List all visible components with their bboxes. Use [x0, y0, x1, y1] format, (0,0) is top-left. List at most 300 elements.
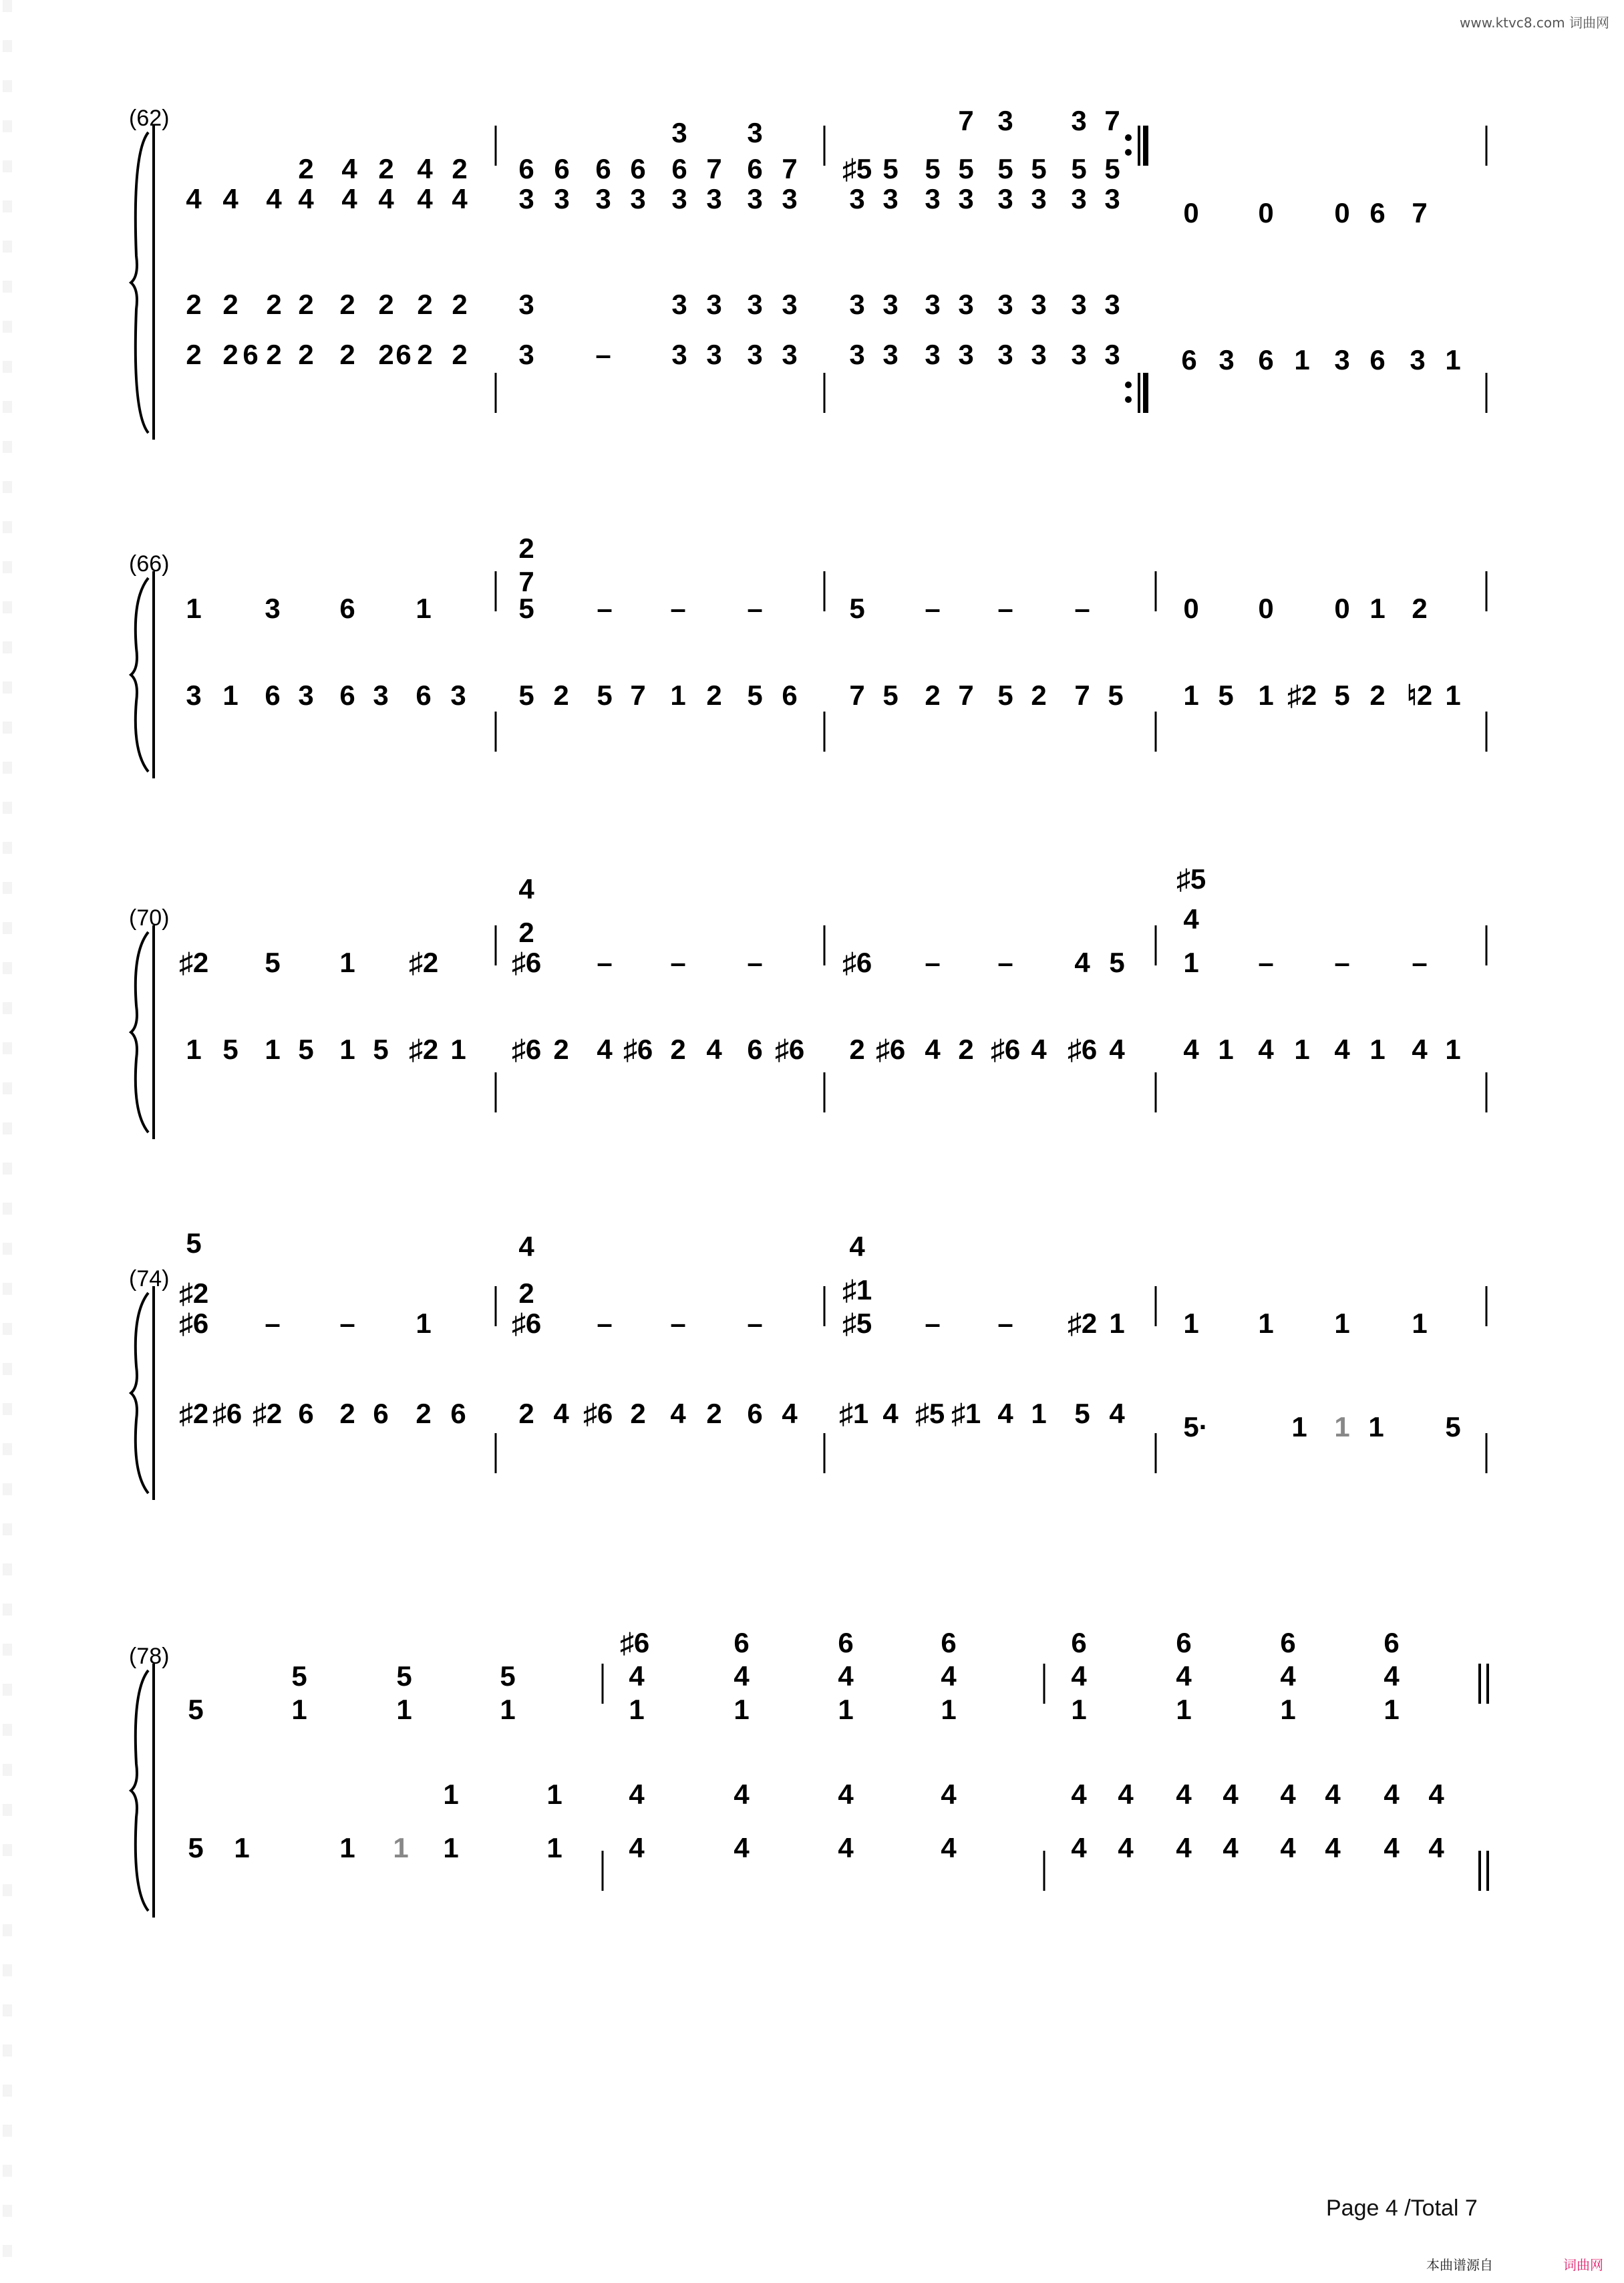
treble-note: 3: [997, 105, 1013, 136]
treble-note: 0: [1334, 197, 1350, 229]
treble-note: 0: [1183, 197, 1199, 229]
bass-note: 5: [597, 679, 613, 711]
treble-note: 6: [941, 1627, 957, 1658]
treble-note: 1: [1369, 593, 1386, 624]
bass-note: 4: [1280, 1779, 1296, 1810]
treble-note: 7: [706, 153, 722, 184]
bass-note: 2: [1369, 679, 1386, 711]
treble-note: 4: [266, 183, 282, 214]
bass-note: 3: [518, 289, 534, 320]
bass-note: 4: [1428, 1779, 1444, 1810]
bass-note: 4: [1412, 1034, 1428, 1065]
bass-note: 4: [1325, 1779, 1341, 1810]
bass-note: 6: [782, 679, 798, 711]
bass-note: 5: [298, 1034, 314, 1065]
bass-note: 5: [373, 1034, 389, 1065]
bass-note: ♮2: [1406, 679, 1433, 711]
bass-note: 5: [188, 1832, 204, 1863]
bass-note: 5: [747, 679, 763, 711]
treble-note: –: [597, 593, 613, 624]
treble-note: ♯6: [842, 947, 872, 978]
bass-note: 4: [734, 1779, 750, 1810]
bass-note: 1: [443, 1779, 459, 1810]
treble-note: ♯2: [178, 1277, 209, 1309]
treble-note: 1: [339, 947, 355, 978]
treble-note: 1: [416, 1308, 432, 1339]
treble-note: 1: [734, 1694, 750, 1725]
bass-note: ♯1: [838, 1398, 869, 1429]
bass-note: 2: [339, 289, 355, 320]
treble-note: 0: [1258, 593, 1274, 624]
bass-note: 1: [339, 1832, 355, 1863]
bass-note: 2: [706, 679, 722, 711]
measure-number: (78): [129, 1644, 170, 1669]
site-url[interactable]: www.ktvc8.com 词曲网: [1459, 15, 1609, 31]
bass-note: 2: [186, 339, 202, 370]
treble-note: 5: [925, 153, 941, 184]
treble-note: 4: [838, 1660, 854, 1692]
bass-note: –: [595, 339, 611, 370]
bass-note: 6: [747, 1398, 763, 1429]
bass-note: 1: [265, 1034, 281, 1065]
treble-note: –: [670, 1308, 686, 1339]
bass-note: 2: [222, 289, 238, 320]
treble-note: 3: [997, 183, 1013, 214]
bass-note: 6: [1181, 344, 1197, 375]
bass-note: 1: [186, 1034, 202, 1065]
bass-note: 7: [849, 679, 865, 711]
bass-note: 2: [222, 339, 238, 370]
bass-note: 2: [298, 339, 314, 370]
treble-note: 6: [838, 1627, 854, 1658]
treble-note: 0: [1183, 593, 1199, 624]
treble-note: –: [1412, 947, 1428, 978]
bass-note: 1: [339, 1034, 355, 1065]
treble-note: –: [597, 947, 613, 978]
bass-note: ♯6: [1067, 1034, 1098, 1065]
bass-note: 4: [838, 1832, 854, 1863]
treble-note: 6: [734, 1627, 750, 1658]
bass-note: 2: [925, 679, 941, 711]
bass-note: 2: [630, 1398, 646, 1429]
treble-note: 6: [1071, 1627, 1087, 1658]
treble-note: ♯6: [178, 1308, 209, 1339]
bass-note: 4: [941, 1779, 957, 1810]
bass-note: 6: [1369, 344, 1386, 375]
bass-note: 5: [997, 679, 1013, 711]
bass-note: 3: [1031, 339, 1047, 370]
treble-note: 2: [298, 153, 314, 184]
repeat-dot: [1125, 134, 1132, 141]
bass-note: 7: [630, 679, 646, 711]
treble-note: 7: [1412, 197, 1428, 229]
bass-note: 6: [1258, 344, 1274, 375]
bass-note: 3: [782, 339, 798, 370]
bass-note: 4: [734, 1832, 750, 1863]
treble-note: 3: [849, 183, 865, 214]
measure-number: (74): [129, 1266, 170, 1291]
bass-note: 1: [1445, 679, 1461, 711]
bass-note: 3: [1104, 289, 1120, 320]
treble-note: 4: [941, 1660, 957, 1692]
treble-note: ♯5: [1176, 863, 1206, 895]
bass-note: ♯6: [212, 1398, 242, 1429]
treble-note: 3: [882, 183, 899, 214]
bass-note: 6: [416, 679, 432, 711]
bass-note: 3: [186, 679, 202, 711]
bass-note: 6: [395, 339, 412, 370]
bass-note: 3: [1334, 344, 1350, 375]
treble-note: –: [597, 1308, 613, 1339]
treble-note: 2: [452, 153, 468, 184]
treble-note: –: [1258, 947, 1274, 978]
bass-note: 4: [1258, 1034, 1274, 1065]
bass-note: 1: [1294, 1034, 1310, 1065]
bass-note: ♯2: [252, 1398, 283, 1429]
bass-note: 3: [298, 679, 314, 711]
treble-note: 5: [849, 593, 865, 624]
bass-note: 6: [298, 1398, 314, 1429]
bass-note: 1: [1258, 679, 1274, 711]
bass-note: 4: [706, 1034, 722, 1065]
treble-note: 4: [1183, 903, 1199, 935]
treble-note: 3: [630, 183, 646, 214]
bass-note: 4: [629, 1832, 645, 1863]
bass-note: 4: [1176, 1779, 1192, 1810]
treble-note: 5: [882, 153, 899, 184]
bass-note: 3: [958, 289, 974, 320]
bass-note: 2: [417, 339, 433, 370]
treble-note: 4: [1176, 1660, 1192, 1692]
bass-note: 1: [546, 1779, 562, 1810]
bass-note: 3: [747, 339, 763, 370]
treble-note: 5: [997, 153, 1013, 184]
treble-note: 4: [222, 183, 238, 214]
bass-note: 3: [671, 339, 687, 370]
treble-note: ♯1: [842, 1274, 872, 1306]
bass-note: 4: [1384, 1832, 1400, 1863]
system-brace: [131, 932, 148, 1132]
source-label: 本曲谱源自: [1426, 2257, 1493, 2273]
bass-note: ♯6: [511, 1034, 542, 1065]
bass-note: 2: [416, 1398, 432, 1429]
bass-note: ♯2: [178, 1398, 209, 1429]
treble-note: 3: [265, 593, 281, 624]
treble-note: –: [747, 593, 763, 624]
treble-note: 4: [1384, 1660, 1400, 1692]
bass-note: 3: [882, 289, 899, 320]
treble-note: 6: [554, 153, 570, 184]
bass-note: 3: [1219, 344, 1235, 375]
system-brace: [131, 132, 148, 433]
treble-note: –: [747, 947, 763, 978]
bass-note: 2: [553, 1034, 569, 1065]
bass-note: 6: [265, 679, 281, 711]
treble-note: 3: [782, 183, 798, 214]
treble-note: 1: [1280, 1694, 1296, 1725]
bass-note: 1: [234, 1832, 250, 1863]
bass-note: 2: [339, 1398, 355, 1429]
bass-note: 2: [706, 1398, 722, 1429]
bass-note: 4: [1118, 1779, 1134, 1810]
bass-note: 2: [849, 1034, 865, 1065]
treble-note: 5: [1104, 153, 1120, 184]
treble-note: –: [997, 1308, 1013, 1339]
treble-note: –: [747, 1308, 763, 1339]
treble-note: 4: [734, 1660, 750, 1692]
bass-note: 5: [222, 1034, 238, 1065]
bass-note: 3: [706, 289, 722, 320]
treble-note: 2: [518, 1277, 534, 1309]
bass-note: 3: [849, 289, 865, 320]
treble-note: 2: [518, 532, 534, 564]
bass-note: 3: [706, 339, 722, 370]
treble-note: ♯2: [1067, 1308, 1098, 1339]
bass-note: 1: [1369, 1034, 1386, 1065]
bass-note: 3: [882, 339, 899, 370]
treble-note: 4: [1071, 1660, 1087, 1692]
bass-note: 4: [553, 1398, 569, 1429]
treble-note: 7: [1104, 105, 1120, 136]
treble-note: 5: [1109, 947, 1125, 978]
bass-note: 2: [553, 679, 569, 711]
treble-note: 4: [341, 153, 357, 184]
measure-number: (70): [129, 905, 170, 931]
bass-note: 5·: [1183, 1411, 1208, 1442]
bass-note: 7: [958, 679, 974, 711]
bass-note: 1: [1183, 679, 1199, 711]
bass-note: ♯6: [875, 1034, 906, 1065]
treble-note: 5: [265, 947, 281, 978]
treble-note: 1: [396, 1694, 412, 1725]
treble-note: 5: [186, 1227, 202, 1259]
bass-note: 3: [450, 679, 466, 711]
bass-note: ♯6: [623, 1034, 653, 1065]
bass-note: 4: [1223, 1832, 1239, 1863]
treble-note: 4: [518, 1231, 534, 1262]
repeat-dot: [1125, 382, 1132, 388]
bass-note: 3: [997, 289, 1013, 320]
bass-note: 4: [1031, 1034, 1047, 1065]
treble-note: ♯6: [511, 1308, 542, 1339]
treble-note: 6: [518, 153, 534, 184]
treble-note: 5: [1071, 153, 1087, 184]
treble-note: 5: [518, 593, 534, 624]
bass-note: 5: [1218, 679, 1234, 711]
bass-note: 2: [1031, 679, 1047, 711]
treble-note: –: [925, 593, 941, 624]
measure-number: (66): [129, 551, 170, 577]
bass-note: 3: [373, 679, 389, 711]
bass-note: 4: [1334, 1034, 1350, 1065]
treble-note: ♯6: [619, 1627, 650, 1658]
bass-note: 2: [670, 1034, 686, 1065]
bass-note: 6: [373, 1398, 389, 1429]
bass-note: 2: [378, 289, 394, 320]
bass-note: 6: [242, 339, 259, 370]
treble-note: 7: [958, 105, 974, 136]
bass-note: ♯5: [915, 1398, 945, 1429]
bass-note: 7: [1074, 679, 1090, 711]
treble-note: 1: [1176, 1694, 1192, 1725]
treble-note: 4: [518, 873, 534, 905]
treble-note: –: [670, 593, 686, 624]
bass-note: 1: [1218, 1034, 1234, 1065]
bass-note: 2: [452, 339, 468, 370]
treble-note: 5: [188, 1694, 204, 1725]
bass-note: 4: [782, 1398, 798, 1429]
treble-note: 7: [782, 153, 798, 184]
treble-note: 3: [747, 183, 763, 214]
treble-note: –: [339, 1308, 355, 1339]
bass-note: 3: [1410, 344, 1426, 375]
bass-note: ♯1: [951, 1398, 981, 1429]
treble-note: 4: [186, 183, 202, 214]
treble-note: 5: [1031, 153, 1047, 184]
treble-note: 6: [630, 153, 646, 184]
bass-note: 4: [997, 1398, 1013, 1429]
bass-note: ♯6: [990, 1034, 1021, 1065]
bass-note: ♯2: [1287, 679, 1317, 711]
treble-note: 4: [1280, 1660, 1296, 1692]
treble-note: 1: [629, 1694, 645, 1725]
treble-note: 4: [849, 1231, 865, 1262]
bass-note: 4: [629, 1779, 645, 1810]
bass-note: 3: [849, 339, 865, 370]
bass-note: 1: [1334, 1411, 1350, 1442]
treble-note: 1: [291, 1694, 307, 1725]
treble-note: 3: [958, 183, 974, 214]
treble-note: –: [997, 947, 1013, 978]
bass-note: 5: [1074, 1398, 1090, 1429]
treble-note: 1: [941, 1694, 957, 1725]
bass-note: 1: [450, 1034, 466, 1065]
bass-note: 2: [266, 289, 282, 320]
treble-note: 1: [1109, 1308, 1125, 1339]
treble-note: ♯6: [511, 947, 542, 978]
treble-note: –: [265, 1308, 281, 1339]
treble-note: 4: [378, 183, 394, 214]
bass-note: 2: [339, 339, 355, 370]
bass-note: ♯2: [408, 1034, 439, 1065]
treble-note: 3: [671, 117, 687, 148]
bass-note: 4: [597, 1034, 613, 1065]
bass-note: 3: [1104, 339, 1120, 370]
treble-note: 1: [1071, 1694, 1087, 1725]
bass-note: 4: [1071, 1779, 1087, 1810]
treble-note: –: [925, 947, 941, 978]
treble-note: 4: [629, 1660, 645, 1692]
bass-note: 2: [417, 289, 433, 320]
bass-note: 1: [393, 1832, 409, 1863]
bass-note: 3: [518, 339, 534, 370]
treble-note: 6: [747, 153, 763, 184]
system-brace: [131, 1293, 148, 1493]
treble-note: 5: [958, 153, 974, 184]
treble-note: –: [997, 593, 1013, 624]
treble-note: 3: [595, 183, 611, 214]
bass-note: 4: [1428, 1832, 1444, 1863]
treble-note: 7: [518, 566, 534, 597]
bass-note: 5: [1445, 1411, 1461, 1442]
bass-note: 5: [1334, 679, 1350, 711]
treble-note: 3: [1031, 183, 1047, 214]
bass-note: 3: [958, 339, 974, 370]
page-number: Page 4 /Total 7: [1326, 2195, 1478, 2221]
treble-note: –: [1074, 593, 1090, 624]
bass-note: 1: [670, 679, 686, 711]
bass-note: 4: [1071, 1832, 1087, 1863]
bass-note: 2: [452, 289, 468, 320]
treble-note: 6: [1280, 1627, 1296, 1658]
treble-note: 5: [396, 1660, 412, 1692]
bass-note: 4: [1118, 1832, 1134, 1863]
treble-note: 6: [671, 153, 687, 184]
bass-note: 3: [782, 289, 798, 320]
bass-note: 5: [1108, 679, 1124, 711]
bass-note: 4: [925, 1034, 941, 1065]
treble-note: 2: [1412, 593, 1428, 624]
treble-note: 6: [1176, 1627, 1192, 1658]
bass-note: 3: [671, 289, 687, 320]
treble-note: 1: [838, 1694, 854, 1725]
treble-note: 3: [518, 183, 534, 214]
system-brace: [131, 1670, 148, 1911]
treble-note: 1: [1412, 1308, 1428, 1339]
treble-note: ♯5: [842, 1308, 872, 1339]
treble-note: –: [1334, 947, 1350, 978]
bass-note: 1: [546, 1832, 562, 1863]
treble-note: ♯5: [842, 153, 872, 184]
bass-note: 2: [958, 1034, 974, 1065]
bass-note: 4: [882, 1398, 899, 1429]
bass-note: 4: [1325, 1832, 1341, 1863]
treble-note: 3: [1071, 183, 1087, 214]
bass-note: 1: [1445, 344, 1461, 375]
bass-note: 6: [450, 1398, 466, 1429]
treble-note: 5: [291, 1660, 307, 1692]
treble-note: 3: [1071, 105, 1087, 136]
bass-note: 4: [1109, 1034, 1125, 1065]
site-logo[interactable]: 词曲网: [1563, 2257, 1603, 2273]
measure-number: (62): [129, 106, 170, 131]
treble-note: 1: [1258, 1308, 1274, 1339]
bass-note: 2: [186, 289, 202, 320]
bass-note: 6: [747, 1034, 763, 1065]
treble-note: 2: [518, 917, 534, 948]
bass-note: 4: [1280, 1832, 1296, 1863]
treble-note: 1: [500, 1694, 516, 1725]
treble-note: 0: [1258, 197, 1274, 229]
bass-note: 1: [1445, 1034, 1461, 1065]
bass-note: 1: [1031, 1398, 1047, 1429]
repeat-dot: [1125, 396, 1132, 403]
repeat-dot: [1125, 149, 1132, 156]
bass-note: 2: [378, 339, 394, 370]
treble-note: 1: [1183, 1308, 1199, 1339]
bass-note: 3: [997, 339, 1013, 370]
treble-note: ♯2: [178, 947, 209, 978]
treble-note: 3: [747, 117, 763, 148]
treble-note: 6: [1384, 1627, 1400, 1658]
bass-note: 1: [1294, 344, 1310, 375]
treble-note: 6: [1369, 197, 1386, 229]
bass-note: ♯6: [774, 1034, 805, 1065]
treble-note: 4: [341, 183, 357, 214]
treble-note: –: [925, 1308, 941, 1339]
treble-note: 4: [298, 183, 314, 214]
bass-note: 5: [518, 679, 534, 711]
